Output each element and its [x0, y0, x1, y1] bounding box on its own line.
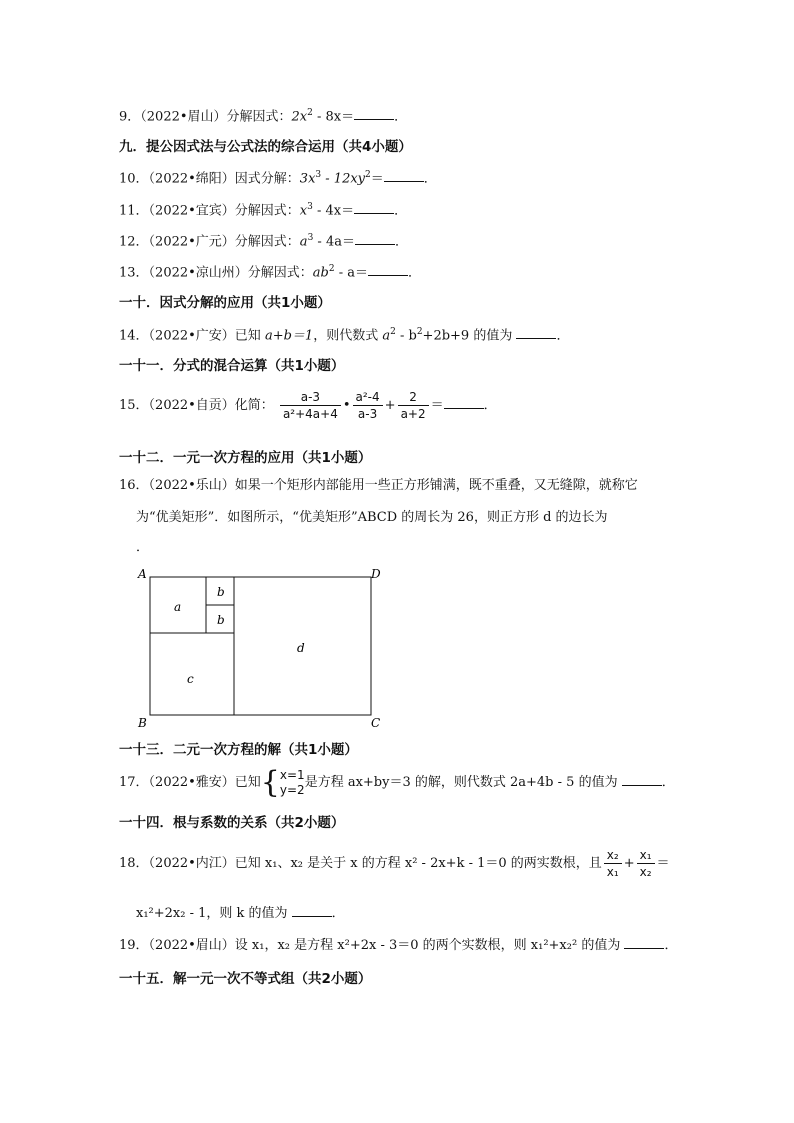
q16-line2-text: 为“优美矩形”．如图所示，“优美矩形”ABCD 的周长为 26，则正方形 d 的边长为: [136, 510, 608, 525]
q14-c: a: [382, 328, 391, 344]
question-16-line1: 16．（2022•乐山）如果一个矩形内部能用一些正方形铺满，既不重叠，又无缝隙，就称它: [119, 478, 638, 493]
q9-sup: 2: [307, 108, 313, 118]
q18-frac1-num: x₂: [604, 847, 622, 864]
q12-sup1: 3: [307, 233, 314, 243]
q12-a: a: [299, 234, 308, 250]
q13-b: - a＝: [334, 265, 369, 281]
q18-plus: +: [623, 856, 635, 871]
q9-expr-b: - 8x＝: [312, 109, 355, 125]
q11-prefix: 11．（2022•宜宾）分解因式：: [119, 203, 300, 219]
section-heading-15: 一十五．解一元一次不等式组（共2小题）: [119, 971, 372, 987]
question-18: [119, 846, 670, 882]
section-heading-12: 一十二．一元一次方程的应用（共1小题）: [119, 450, 372, 466]
q13-a: ab: [312, 265, 329, 281]
section-heading-9: 九．提公因式法与公式法的综合运用（共4小题）: [119, 139, 412, 155]
question-19: [119, 936, 677, 955]
q9-expr-a: 2x: [291, 109, 308, 125]
question-13: [119, 260, 421, 282]
answer-blank[interactable]: [384, 169, 424, 182]
q14-b: ，则代数式: [313, 328, 383, 344]
answer-blank[interactable]: [354, 201, 394, 214]
q18-frac2-den: x₂: [639, 865, 652, 879]
q11-b: - 4x＝: [312, 203, 355, 219]
label-b-top: b: [217, 585, 225, 599]
question-9: [119, 104, 407, 126]
equation-system: [280, 768, 305, 798]
fraction-x2-x1: [604, 847, 622, 880]
q12-b: - 4a＝: [313, 234, 355, 250]
q13-sup1: 2: [328, 264, 335, 274]
q11-a: x: [299, 203, 308, 219]
q12-end: ．: [394, 234, 408, 250]
frac3-den: a+2: [400, 407, 426, 421]
brace-icon: {: [260, 764, 280, 800]
q11-end: ．: [394, 203, 408, 219]
section-heading-14: 一十四．根与系数的关系（共2小题）: [119, 815, 345, 831]
question-16-line2: [136, 509, 608, 527]
sys-line1: x=1: [279, 767, 305, 782]
answer-blank[interactable]: [444, 396, 484, 409]
q14-a: a+b＝1: [264, 328, 314, 344]
label-b-bottom: b: [217, 613, 225, 627]
q13-prefix: 13．（2022•凉山州）分解因式：: [119, 265, 313, 281]
question-17: [119, 766, 675, 800]
question-18-line2: [136, 904, 345, 923]
section-heading-11: 一十一．分式的混合运算（共1小题）: [119, 358, 345, 374]
rectangle-figure: [130, 562, 390, 732]
q18-line2-text: x₁²+2x₂ - 1，则 k 的值为: [136, 906, 292, 921]
q15-dot: •: [342, 398, 351, 413]
q11-sup1: 3: [307, 202, 313, 212]
q18-prefix: 18．（2022•内江）已知 x₁、x₂ 是关于 x 的方程 x² - 2x+k - 1＝0 的两实数根，且: [119, 856, 602, 871]
q10-b: - 12xy: [321, 171, 366, 187]
section-heading-13: 一十三．二元一次方程的解（共1小题）: [119, 742, 358, 758]
fraction-1: [280, 389, 341, 422]
label-c: c: [187, 672, 194, 686]
q10-sup2: 2: [365, 170, 371, 180]
label-C: C: [371, 716, 381, 730]
answer-blank[interactable]: [368, 263, 408, 276]
q14-end: ．: [556, 328, 570, 344]
q15-prefix: 15．（2022•自贡）化简：: [119, 398, 274, 413]
fraction-3: [398, 389, 429, 422]
q9-end: ．: [394, 109, 408, 125]
frac3-num: 2: [398, 389, 429, 406]
q10-c: ＝: [370, 171, 384, 187]
q18-frac1-den: x₁: [606, 865, 619, 879]
section-heading-10: 一十．因式分解的应用（共1小题）: [119, 295, 331, 311]
answer-blank[interactable]: [622, 773, 662, 786]
q10-sup1: 3: [315, 170, 322, 180]
q10-prefix: 10．（2022•绵阳）因式分解：: [119, 171, 300, 187]
question-14: [119, 323, 569, 345]
q13-end: ．: [408, 265, 422, 281]
label-B: B: [138, 716, 147, 730]
q9-prefix: 9．（2022•眉山）分解因式：: [119, 109, 292, 125]
answer-blank[interactable]: [354, 107, 394, 120]
answer-blank[interactable]: [624, 936, 664, 949]
q14-sup2: 2: [416, 327, 423, 337]
q19-text: 19．（2022•眉山）设 x₁，x₂ 是方程 x²+2x - 3＝0 的两个实数根，则 x₁²+x₂² 的值为: [119, 938, 625, 953]
frac1-den: a²+4a+4: [282, 407, 338, 421]
q14-d: - b: [395, 328, 417, 344]
answer-blank[interactable]: [516, 326, 556, 339]
answer-blank[interactable]: [292, 904, 332, 917]
frac2-num: a²-4: [353, 389, 383, 406]
label-A: A: [138, 567, 147, 581]
q10-a: 3x: [299, 171, 316, 187]
answer-blank[interactable]: [355, 232, 395, 245]
question-10: [119, 166, 437, 188]
question-16-line3: ．: [136, 540, 150, 555]
q14-e: +2b+9 的值为: [422, 328, 517, 344]
q14-prefix: 14．（2022•广安）已知: [119, 328, 265, 344]
q17-mid: 是方程 ax+by＝3 的解，则代数式 2a+4b - 5 的值为: [304, 775, 622, 790]
q17-prefix: 17．（2022•雅安）已知: [119, 775, 261, 790]
frac2-den: a-3: [357, 407, 378, 421]
q18-end: ．: [331, 906, 345, 921]
label-d: d: [297, 641, 305, 655]
question-15: [119, 388, 497, 424]
q12-prefix: 12．（2022•广元）分解因式：: [119, 234, 300, 250]
rect-abcd: [150, 577, 371, 715]
question-12: [119, 229, 408, 251]
label-D: D: [371, 567, 381, 581]
fraction-2: [353, 389, 383, 422]
label-a: a: [174, 600, 182, 614]
q15-plus: +: [384, 398, 396, 413]
q18-eq: ＝: [656, 856, 670, 871]
q14-sup1: 2: [390, 327, 396, 337]
q15-eq: ＝: [430, 398, 444, 413]
question-11: [119, 198, 407, 220]
q15-end: ．: [483, 398, 497, 413]
q10-end: ．: [423, 171, 437, 187]
q17-end: ．: [661, 775, 675, 790]
q19-end: ．: [664, 938, 678, 953]
q18-frac2-num: x₁: [637, 847, 655, 864]
fraction-x1-x2: [637, 847, 655, 880]
frac1-num: a-3: [280, 389, 341, 406]
sys-line2: y=2: [279, 782, 305, 797]
